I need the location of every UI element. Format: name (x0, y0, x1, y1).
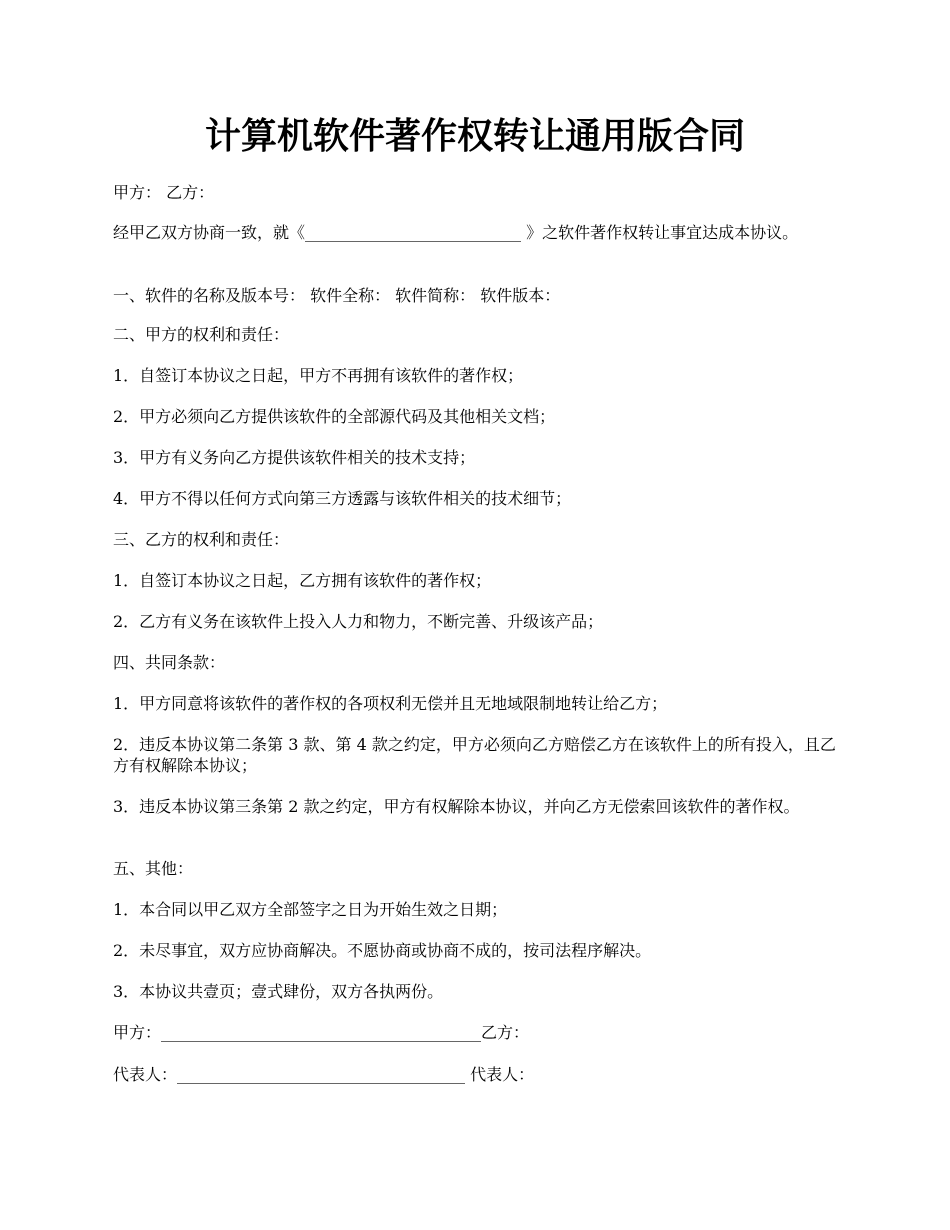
clause-2-1: 1．自签订本协议之日起，甲方不再拥有该软件的著作权； (113, 366, 524, 385)
signature-line-representatives: 代表人：____________________________________ 代表人： (113, 1065, 535, 1084)
clause-3-1: 1．自签订本协议之日起，乙方拥有该软件的著作权； (113, 571, 492, 590)
parties-line: 甲方： 乙方： (113, 183, 215, 202)
clause-5-2: 2．未尽事宜，双方应协商解决。不愿协商或协商不成的，按司法程序解决。 (113, 941, 652, 960)
clause-2-4: 4．甲方不得以任何方式向第三方透露与该软件相关的技术细节； (113, 489, 572, 508)
clause-3-2: 2．乙方有义务在该软件上投入人力和物力，不断完善、升级该产品； (113, 612, 604, 631)
section-2-heading: 二、甲方的权利和责任： (113, 325, 290, 344)
clause-4-1: 1．甲方同意将该软件的著作权的各项权利无偿并且无地域限制地转让给乙方； (113, 694, 668, 713)
document-title: 计算机软件著作权转让通用版合同 (204, 115, 745, 157)
clause-4-3: 3．违反本协议第三条第 2 款之约定，甲方有权解除本协议，并向乙方无偿索回该软件的著作权。 (113, 797, 800, 816)
clause-4-2: 2．违反本协议第二条第 3 款、第 4 款之约定，甲方必须向乙方赔偿乙方在该软件上的所有投入，且乙方有权解除本协议； (113, 735, 836, 775)
section-5-heading: 五、其他： (113, 859, 194, 878)
clause-5-3: 3．本协议共壹页；壹式肆份，双方各执两份。 (113, 982, 444, 1001)
section-4-heading: 四、共同条款： (113, 653, 226, 672)
clause-2-3: 3．甲方有义务向乙方提供该软件相关的技术支持； (113, 448, 476, 467)
signature-line-party-a-b: 甲方：________________________________________乙方： (113, 1023, 530, 1042)
clause-2-2: 2．甲方必须向乙方提供该软件的全部源代码及其他相关文档； (113, 407, 556, 426)
section-1-heading: 一、软件的名称及版本号： 软件全称： 软件简称： 软件版本： (113, 286, 561, 305)
preamble-paragraph: 经甲乙双方协商一致，就《___________________________ 》之软件著作权转让事宜达成本协议。 (113, 223, 799, 242)
section-3-heading: 三、乙方的权利和责任： (113, 530, 290, 549)
clause-5-1: 1．本合同以甲乙双方全部签字之日为开始生效之日期； (113, 900, 508, 919)
